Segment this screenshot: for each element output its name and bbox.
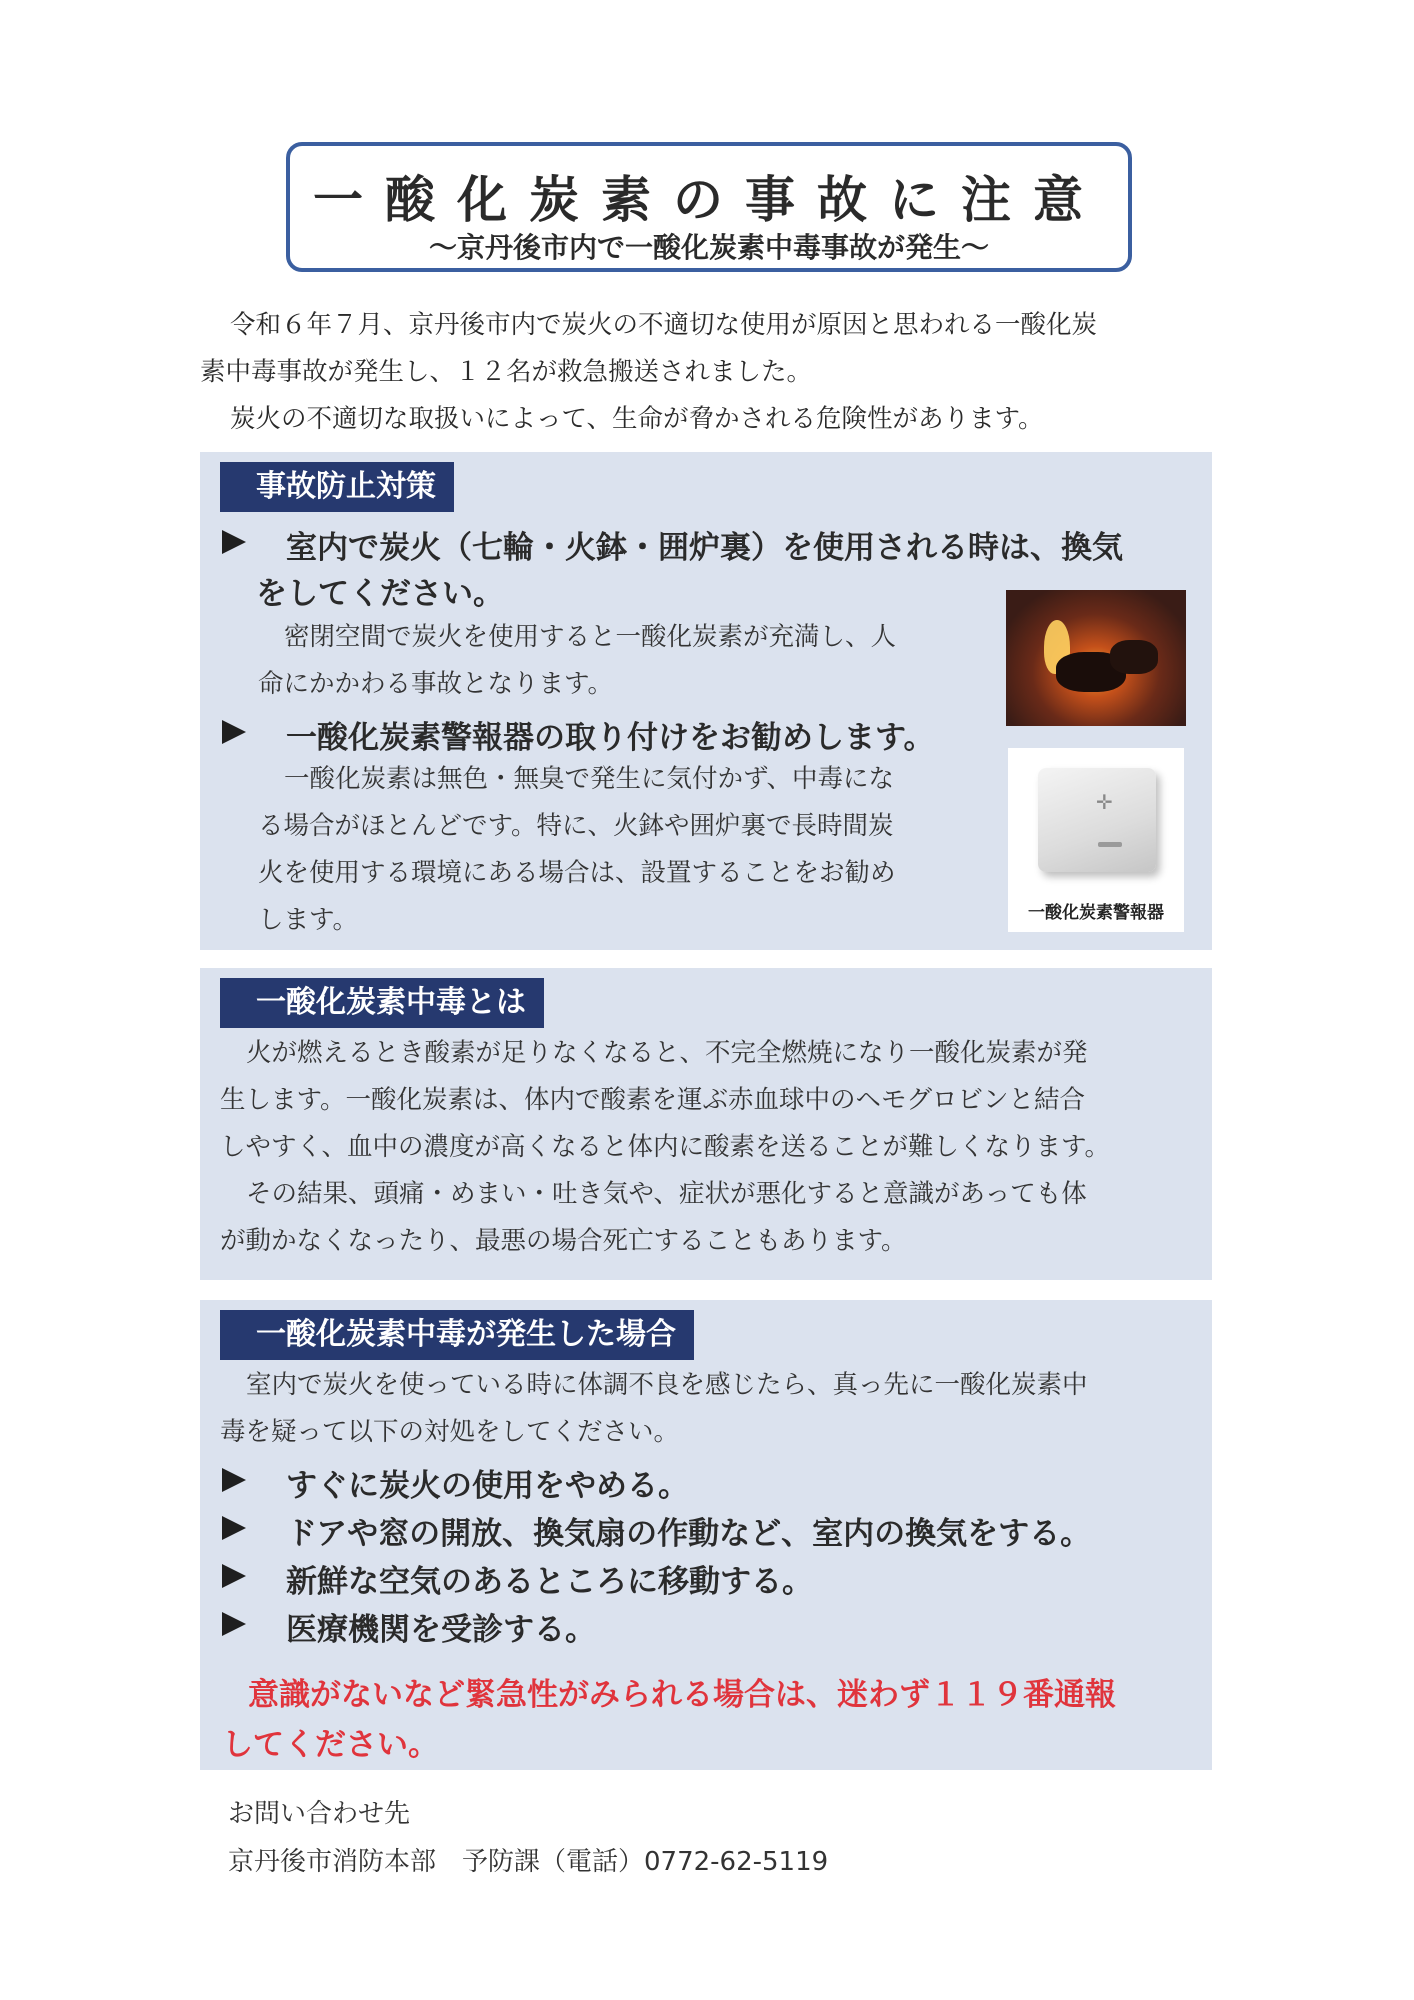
prevention-panel: 事故防止対策 室内で炭火（七輪・火鉢・囲炉裏）を使用される時は、換気 をしてください。 密閉空間で炭火を使用すると一酸化炭素が充満し、人 命にかかわる事故となります。 一酸化炭素警報器の取り付けをお勧めします。 一酸化炭素は無色・無臭で発生に気付かず、中毒にな る場合がほとんどです。特に、火鉢や囲炉裏で長時間炭 火を使用する環境にある場合は、設置することをお勧め します。 ✛ 一酸化炭素警報器	[200, 452, 1212, 950]
triangle-right-icon	[222, 530, 246, 554]
page-subtitle: ～京丹後市内で一酸化炭素中毒事故が発生～	[428, 231, 989, 264]
charcoal-fire-photo	[1006, 590, 1186, 726]
response-panel: 一酸化炭素中毒が発生した場合 室内で炭火を使っている時に体調不良を感じたら、真っ先に一酸化炭素中 毒を疑って以下の対処をしてください。 すぐに炭火の使用をやめる。 ドアや窓の開放、換気扇の作動など、室内の換気をする。 新鮮な空気のあるところに移動する。 医療機関を受診する。 意識がないなど緊急性がみられる場合は、迷わず１１９番通報 してください。	[200, 1300, 1212, 1770]
intro-text	[200, 302, 1220, 443]
page-title: 一酸化炭素の事故に注意	[313, 171, 1105, 229]
co-poisoning-explanation	[220, 1030, 1210, 1265]
triangle-right-icon	[222, 1468, 246, 1492]
text-line: 室内で炭火を使っている時に体調不良を感じたら、真っ先に一酸化炭素中	[246, 1370, 1088, 1400]
photo-caption: 一酸化炭素警報器	[1028, 903, 1164, 923]
co-alarm-icon: ✛	[1038, 768, 1156, 872]
emergency-line-1: 意識がないなど緊急性がみられる場合は、迷わず１１９番通報	[248, 1677, 1116, 1713]
co-poisoning-heading: 一酸化炭素中毒とは	[220, 978, 544, 1028]
prevention-heading: 事故防止対策	[220, 462, 454, 512]
co-poisoning-panel	[200, 968, 1212, 1280]
ventilate-explanation	[258, 614, 1004, 708]
text-line: します。	[258, 905, 358, 935]
text-line: 生します。一酸化炭素は、体内で酸素を運ぶ赤血球中のヘモグロビンと結合	[220, 1085, 1085, 1115]
text-line: 火が燃えるとき酸素が足りなくなると、不完全燃焼になり一酸化炭素が発	[246, 1038, 1088, 1068]
triangle-right-icon	[222, 1564, 246, 1588]
contact-info	[228, 1790, 828, 1886]
text-line: る場合がほとんどです。特に、火鉢や囲炉裏で長時間炭	[258, 811, 894, 841]
co-alarm-photo	[1008, 748, 1184, 932]
text-line: 火を使用する環境にある場合は、設置することをお勧め	[258, 858, 896, 888]
text-line: しやすく、血中の濃度が高くなると体内に酸素を送ることが難しくなります。	[220, 1132, 1110, 1162]
text-line: その結果、頭痛・めまい・吐き気や、症状が悪化すると意識があっても体	[246, 1179, 1087, 1209]
text-line: 毒を疑って以下の対処をしてください。	[220, 1417, 680, 1447]
response-heading: 一酸化炭素中毒が発生した場合	[220, 1310, 694, 1360]
emergency-line-2: してください。	[222, 1727, 439, 1763]
contact-label: お問い合わせ先	[228, 1799, 411, 1829]
response-explanation	[220, 1362, 1210, 1456]
triangle-right-icon	[222, 720, 246, 744]
triangle-right-icon	[222, 1516, 246, 1540]
intro-line-3: 炭火の不適切な取扱いによって、生命が脅かされる危険性があります。	[230, 404, 1044, 434]
title-box	[286, 142, 1132, 272]
bullet-ventilate-cont: をしてください。	[256, 576, 504, 612]
text-line: 一酸化炭素は無色・無臭で発生に気付かず、中毒にな	[284, 764, 894, 794]
triangle-right-icon	[222, 1612, 246, 1636]
intro-line-1: 令和６年７月、京丹後市内で炭火の不適切な使用が原因と思われる一酸化炭	[230, 310, 1098, 340]
intro-line-2: 素中毒事故が発生し、１２名が救急搬送されました。	[200, 357, 813, 387]
text-line: 密閉空間で炭火を使用すると一酸化炭素が充満し、人	[284, 622, 897, 652]
text-line: が動かなくなったり、最悪の場合死亡することもあります。	[220, 1226, 907, 1256]
emergency-notice	[222, 1670, 1202, 1770]
alarm-explanation	[258, 756, 998, 944]
contact-detail: 京丹後市消防本部 予防課（電話）0772-62-5119	[228, 1847, 829, 1877]
text-line: 命にかかわる事故となります。	[258, 669, 613, 699]
